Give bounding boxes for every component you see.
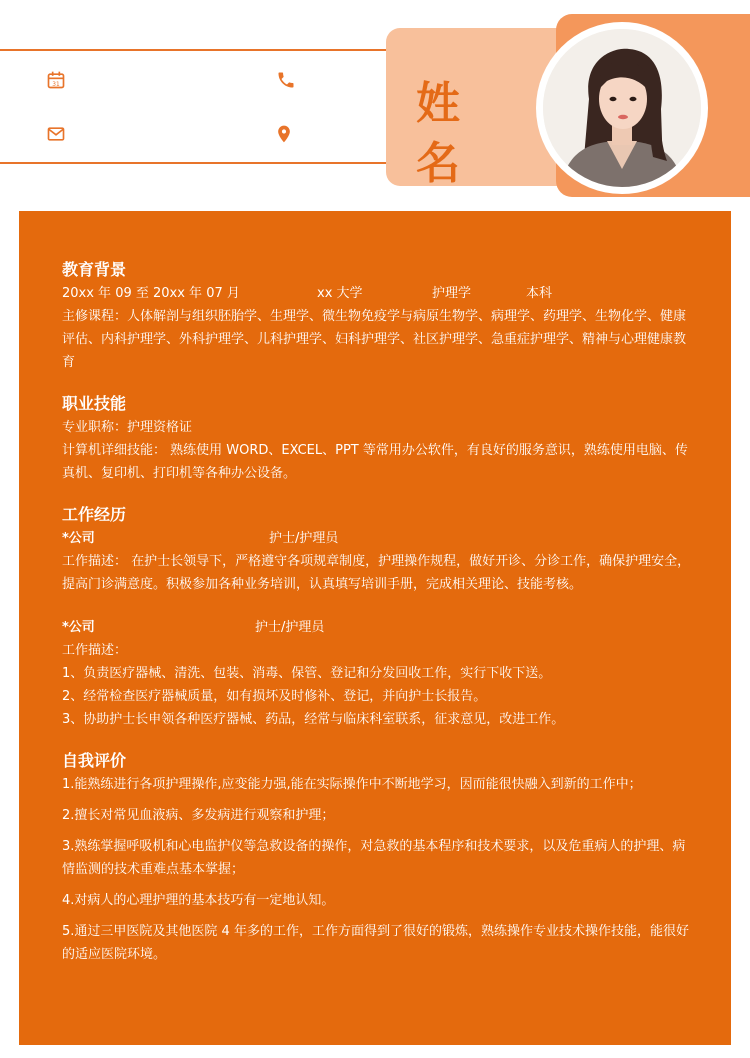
location-icon <box>274 124 294 144</box>
education-row <box>62 282 694 305</box>
evaluation-item: 1.能熟练进行各项护理操作,应变能力强,能在实际操作中不断地学习，因而能很快融入到新的工作中； <box>62 777 642 792</box>
section-title-education: 教育背景 <box>62 260 127 279</box>
skills-certificate: 专业职称：护理资格证 <box>62 420 193 435</box>
job-description: 工作描述： 在护士长领导下，严格遵守各项规章制度，护理操作规程，做好开诊、分诊工作，确保护理安全，提高门诊满意度。积极参加各种业务培训，认真填写培训手册，完成相关理论、技能考核。 <box>62 554 691 592</box>
job-duty-item: 2、经常检查医疗器械质量，如有损坏及时修补、登记，并向护士长报告。 <box>62 689 487 704</box>
evaluation-item: 2.擅长对常见血液病、多发病进行观察和护理； <box>62 808 335 823</box>
header-top-line <box>0 49 386 51</box>
job-company: *公司 <box>62 620 95 635</box>
education-school: xx 大学 <box>317 286 363 301</box>
resume-content <box>62 258 694 966</box>
job-company: *公司 <box>62 531 95 546</box>
evaluation-item: 4.对病人的心理护理的基本技巧有一定地认知。 <box>62 893 335 908</box>
job-position: 护士/护理员 <box>269 531 339 546</box>
education-courses: 主修课程：人体解剖与组织胚胎学、生理学、微生物免疫学与病原生物学、病理学、药理学、生物化学、健康评估、内科护理学、外科护理学、儿科护理学、妇科护理学、社区护理学、急重症护理学、精神与心理健康教育 <box>62 309 687 370</box>
skills-computer: 计算机详细技能： 熟练使用 WORD、EXCEL、PPT 等常用办公软件，有良好的服务意识，熟练使用电脑、传真机、复印机、打印机等各种办公设备。 <box>62 443 688 481</box>
job-duty-item: 1、负责医疗器械、清洗、包装、消毒、保管、登记和分发回收工作，实行下收下送。 <box>62 666 552 681</box>
job-header <box>62 527 694 550</box>
candidate-name: 姓 名 <box>416 78 484 189</box>
job-description-label: 工作描述： <box>62 643 128 658</box>
evaluation-item: 3.熟练掌握呼吸机和心电监护仪等急救设备的操作，对急救的基本程序和技术要求，以及危重病人的护理、病情监测的技术重难点基本掌握； <box>62 839 686 877</box>
calendar-icon <box>46 70 66 90</box>
avatar <box>543 29 701 187</box>
job-header <box>62 616 694 639</box>
phone-icon <box>276 70 296 90</box>
svg-text:31: 31 <box>52 81 60 88</box>
email-icon <box>46 124 66 144</box>
education-degree: 本科 <box>526 286 553 301</box>
header-bottom-line <box>0 162 386 164</box>
education-major: 护理学 <box>432 286 472 301</box>
section-title-self-evaluation: 自我评价 <box>62 751 127 770</box>
section-title-skills: 职业技能 <box>62 394 127 413</box>
evaluation-item: 5.通过三甲医院及其他医院 4 年多的工作，工作方面得到了很好的锻炼，熟练操作专业技术操作技能，能很好的适应医院环境。 <box>62 924 689 962</box>
job-position: 护士/护理员 <box>255 620 325 635</box>
job-duty-item: 3、协助护士长申领各种医疗器械、药品，经常与临床科室联系，征求意见，改进工作。 <box>62 712 565 727</box>
education-period: 20xx 年 09 至 20xx 年 07 月 <box>62 286 240 301</box>
section-title-experience: 工作经历 <box>62 505 127 524</box>
